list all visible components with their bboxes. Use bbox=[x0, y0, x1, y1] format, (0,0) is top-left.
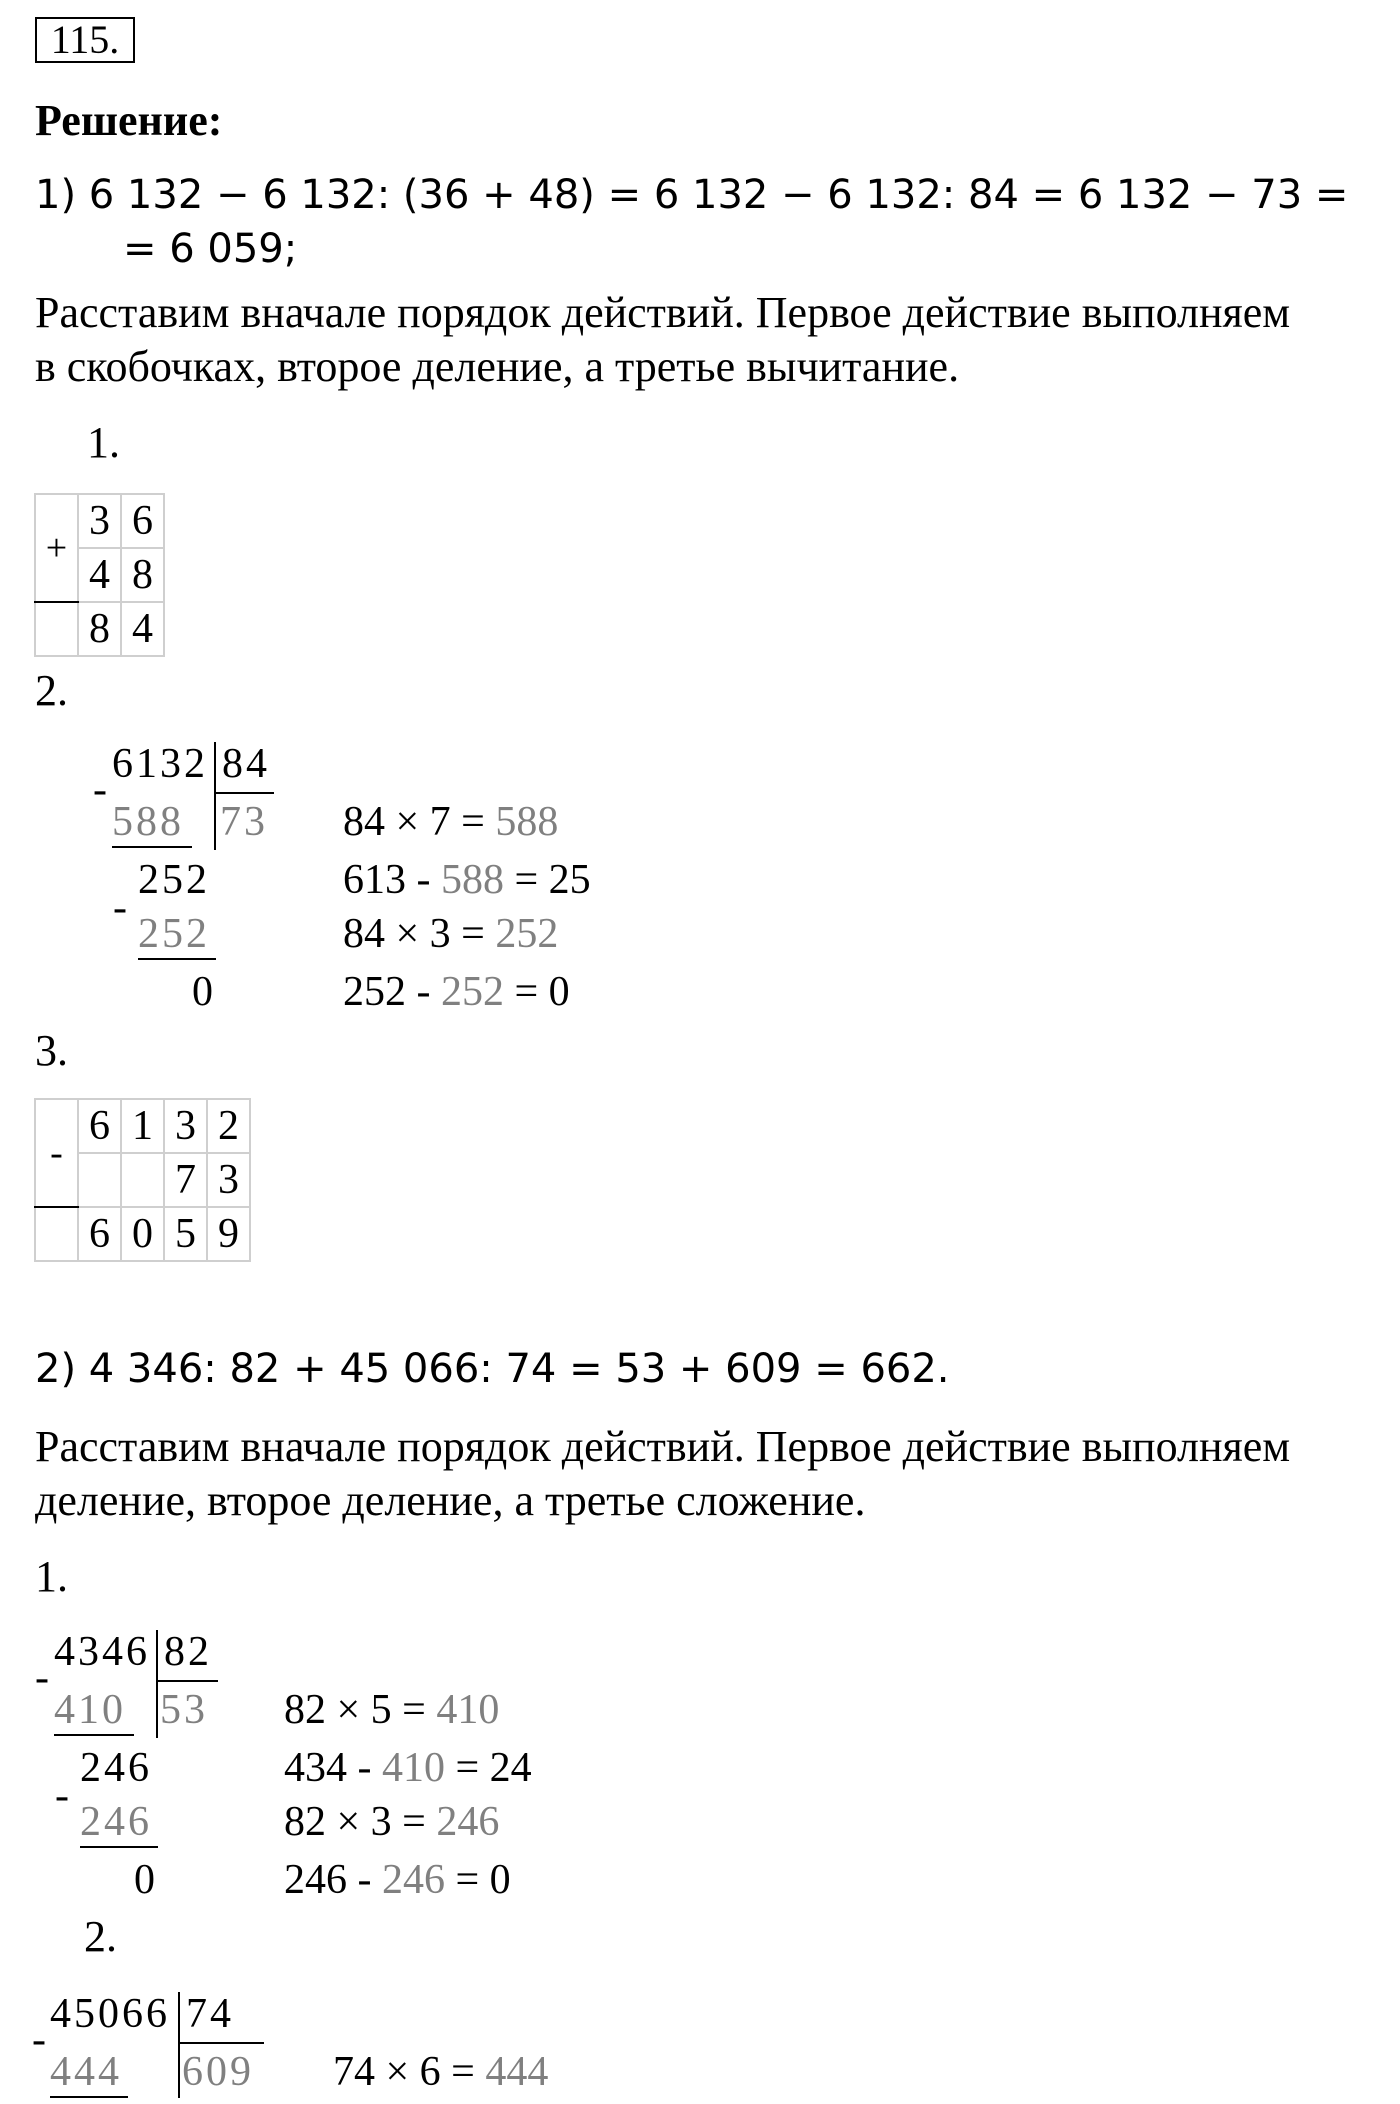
grid-cell: 5 bbox=[164, 1207, 207, 1261]
dividend: 45066 bbox=[50, 1991, 170, 2037]
minus-sign: - bbox=[93, 767, 110, 813]
divisor-underline bbox=[178, 2042, 264, 2044]
note-3: 84 × 3 = 252 bbox=[343, 911, 559, 957]
minus-sign: - bbox=[55, 1773, 72, 1819]
remainder-2: 0 bbox=[192, 969, 216, 1015]
rule-1 bbox=[50, 2096, 128, 2098]
quotient: 609 bbox=[182, 2049, 254, 2095]
problem-number: 115. bbox=[35, 17, 135, 63]
remainder-1: 252 bbox=[138, 857, 210, 903]
grid-cell: 1 bbox=[121, 1099, 164, 1153]
grid-cell bbox=[35, 602, 78, 656]
grid-cell: 4 bbox=[78, 548, 121, 602]
part1-step3-label: 3. bbox=[35, 1026, 68, 1075]
part2-explanation-line2: деление, второе деление, а третье сложение. bbox=[35, 1476, 866, 1525]
division-bar bbox=[178, 1992, 180, 2098]
note-3: 82 × 3 = 246 bbox=[284, 1799, 500, 1845]
part2-expression: 2) 4 346: 82 + 45 066: 74 = 53 + 609 = 662. bbox=[35, 1346, 950, 1392]
division-bar bbox=[214, 742, 216, 850]
dividend: 4346 bbox=[54, 1629, 150, 1675]
minus-sign: - bbox=[35, 1099, 78, 1207]
part1-explanation-line1: Расставим вначале порядок действий. Первое действие выполняем bbox=[35, 288, 1291, 337]
remainder-1: 246 bbox=[80, 1745, 152, 1791]
subtrahend-1: 588 bbox=[112, 799, 184, 845]
grid-cell: 3 bbox=[164, 1099, 207, 1153]
quotient: 53 bbox=[160, 1687, 208, 1733]
subtraction-grid bbox=[34, 1098, 251, 1262]
grid-cell: 3 bbox=[78, 494, 121, 548]
grid-cell: 6 bbox=[121, 494, 164, 548]
subtrahend-2: 246 bbox=[80, 1799, 152, 1845]
subtrahend-1: 444 bbox=[50, 2049, 122, 2095]
rule-2 bbox=[80, 1846, 158, 1848]
part2-explanation-line1: Расставим вначале порядок действий. Первое действие выполняем bbox=[35, 1422, 1291, 1471]
quotient: 73 bbox=[220, 799, 268, 845]
note-1: 74 × 6 = 444 bbox=[333, 2049, 549, 2095]
divisor-underline bbox=[156, 1680, 218, 1682]
grid-cell: 9 bbox=[207, 1207, 250, 1261]
rule-2 bbox=[138, 958, 216, 960]
divisor: 84 bbox=[222, 741, 270, 787]
addition-grid bbox=[34, 493, 165, 657]
divisor: 82 bbox=[164, 1629, 212, 1675]
grid-cell: 8 bbox=[121, 548, 164, 602]
grid-cell: 7 bbox=[164, 1153, 207, 1207]
note-2: 434 - 410 = 24 bbox=[284, 1745, 532, 1791]
rule-1 bbox=[112, 846, 192, 848]
part2-step2-label: 2. bbox=[84, 1912, 117, 1961]
grid-cell bbox=[121, 1153, 164, 1207]
note-1: 84 × 7 = 588 bbox=[343, 799, 559, 845]
minus-sign: - bbox=[35, 1655, 52, 1701]
part1-step1-label: 1. bbox=[87, 418, 120, 467]
grid-cell: 6 bbox=[78, 1207, 121, 1261]
divisor-underline bbox=[214, 792, 274, 794]
grid-cell: 3 bbox=[207, 1153, 250, 1207]
grid-cell bbox=[78, 1153, 121, 1207]
note-4: 246 - 246 = 0 bbox=[284, 1857, 511, 1903]
grid-cell: 8 bbox=[78, 602, 121, 656]
note-1: 82 × 5 = 410 bbox=[284, 1687, 500, 1733]
minus-sign: - bbox=[113, 885, 130, 931]
grid-cell: 6 bbox=[78, 1099, 121, 1153]
part2-step1-label: 1. bbox=[35, 1552, 68, 1601]
rule-1 bbox=[54, 1734, 134, 1736]
dividend: 6132 bbox=[112, 741, 208, 787]
minus-sign: - bbox=[32, 2017, 49, 2063]
part1-expression-line2: = 6 059; bbox=[123, 226, 298, 272]
grid-cell: 4 bbox=[121, 602, 164, 656]
part1-step2-label: 2. bbox=[35, 666, 68, 715]
remainder-2: 0 bbox=[134, 1857, 158, 1903]
plus-sign: + bbox=[35, 494, 78, 602]
divisor: 74 bbox=[186, 1991, 234, 2037]
subtrahend-2: 252 bbox=[138, 911, 210, 957]
part1-expression-line1: 1) 6 132 − 6 132: (36 + 48) = 6 132 − 6 132: 84 = 6 132 − 73 = bbox=[35, 172, 1349, 218]
part1-explanation-line2: в скобочках, второе деление, а третье вычитание. bbox=[35, 342, 960, 391]
grid-cell: 2 bbox=[207, 1099, 250, 1153]
note-4: 252 - 252 = 0 bbox=[343, 969, 570, 1015]
division-bar bbox=[156, 1630, 158, 1738]
grid-cell bbox=[35, 1207, 78, 1261]
subtrahend-1: 410 bbox=[54, 1687, 126, 1733]
solution-heading: Решение: bbox=[35, 96, 223, 145]
note-2: 613 - 588 = 25 bbox=[343, 857, 591, 903]
grid-cell: 0 bbox=[121, 1207, 164, 1261]
